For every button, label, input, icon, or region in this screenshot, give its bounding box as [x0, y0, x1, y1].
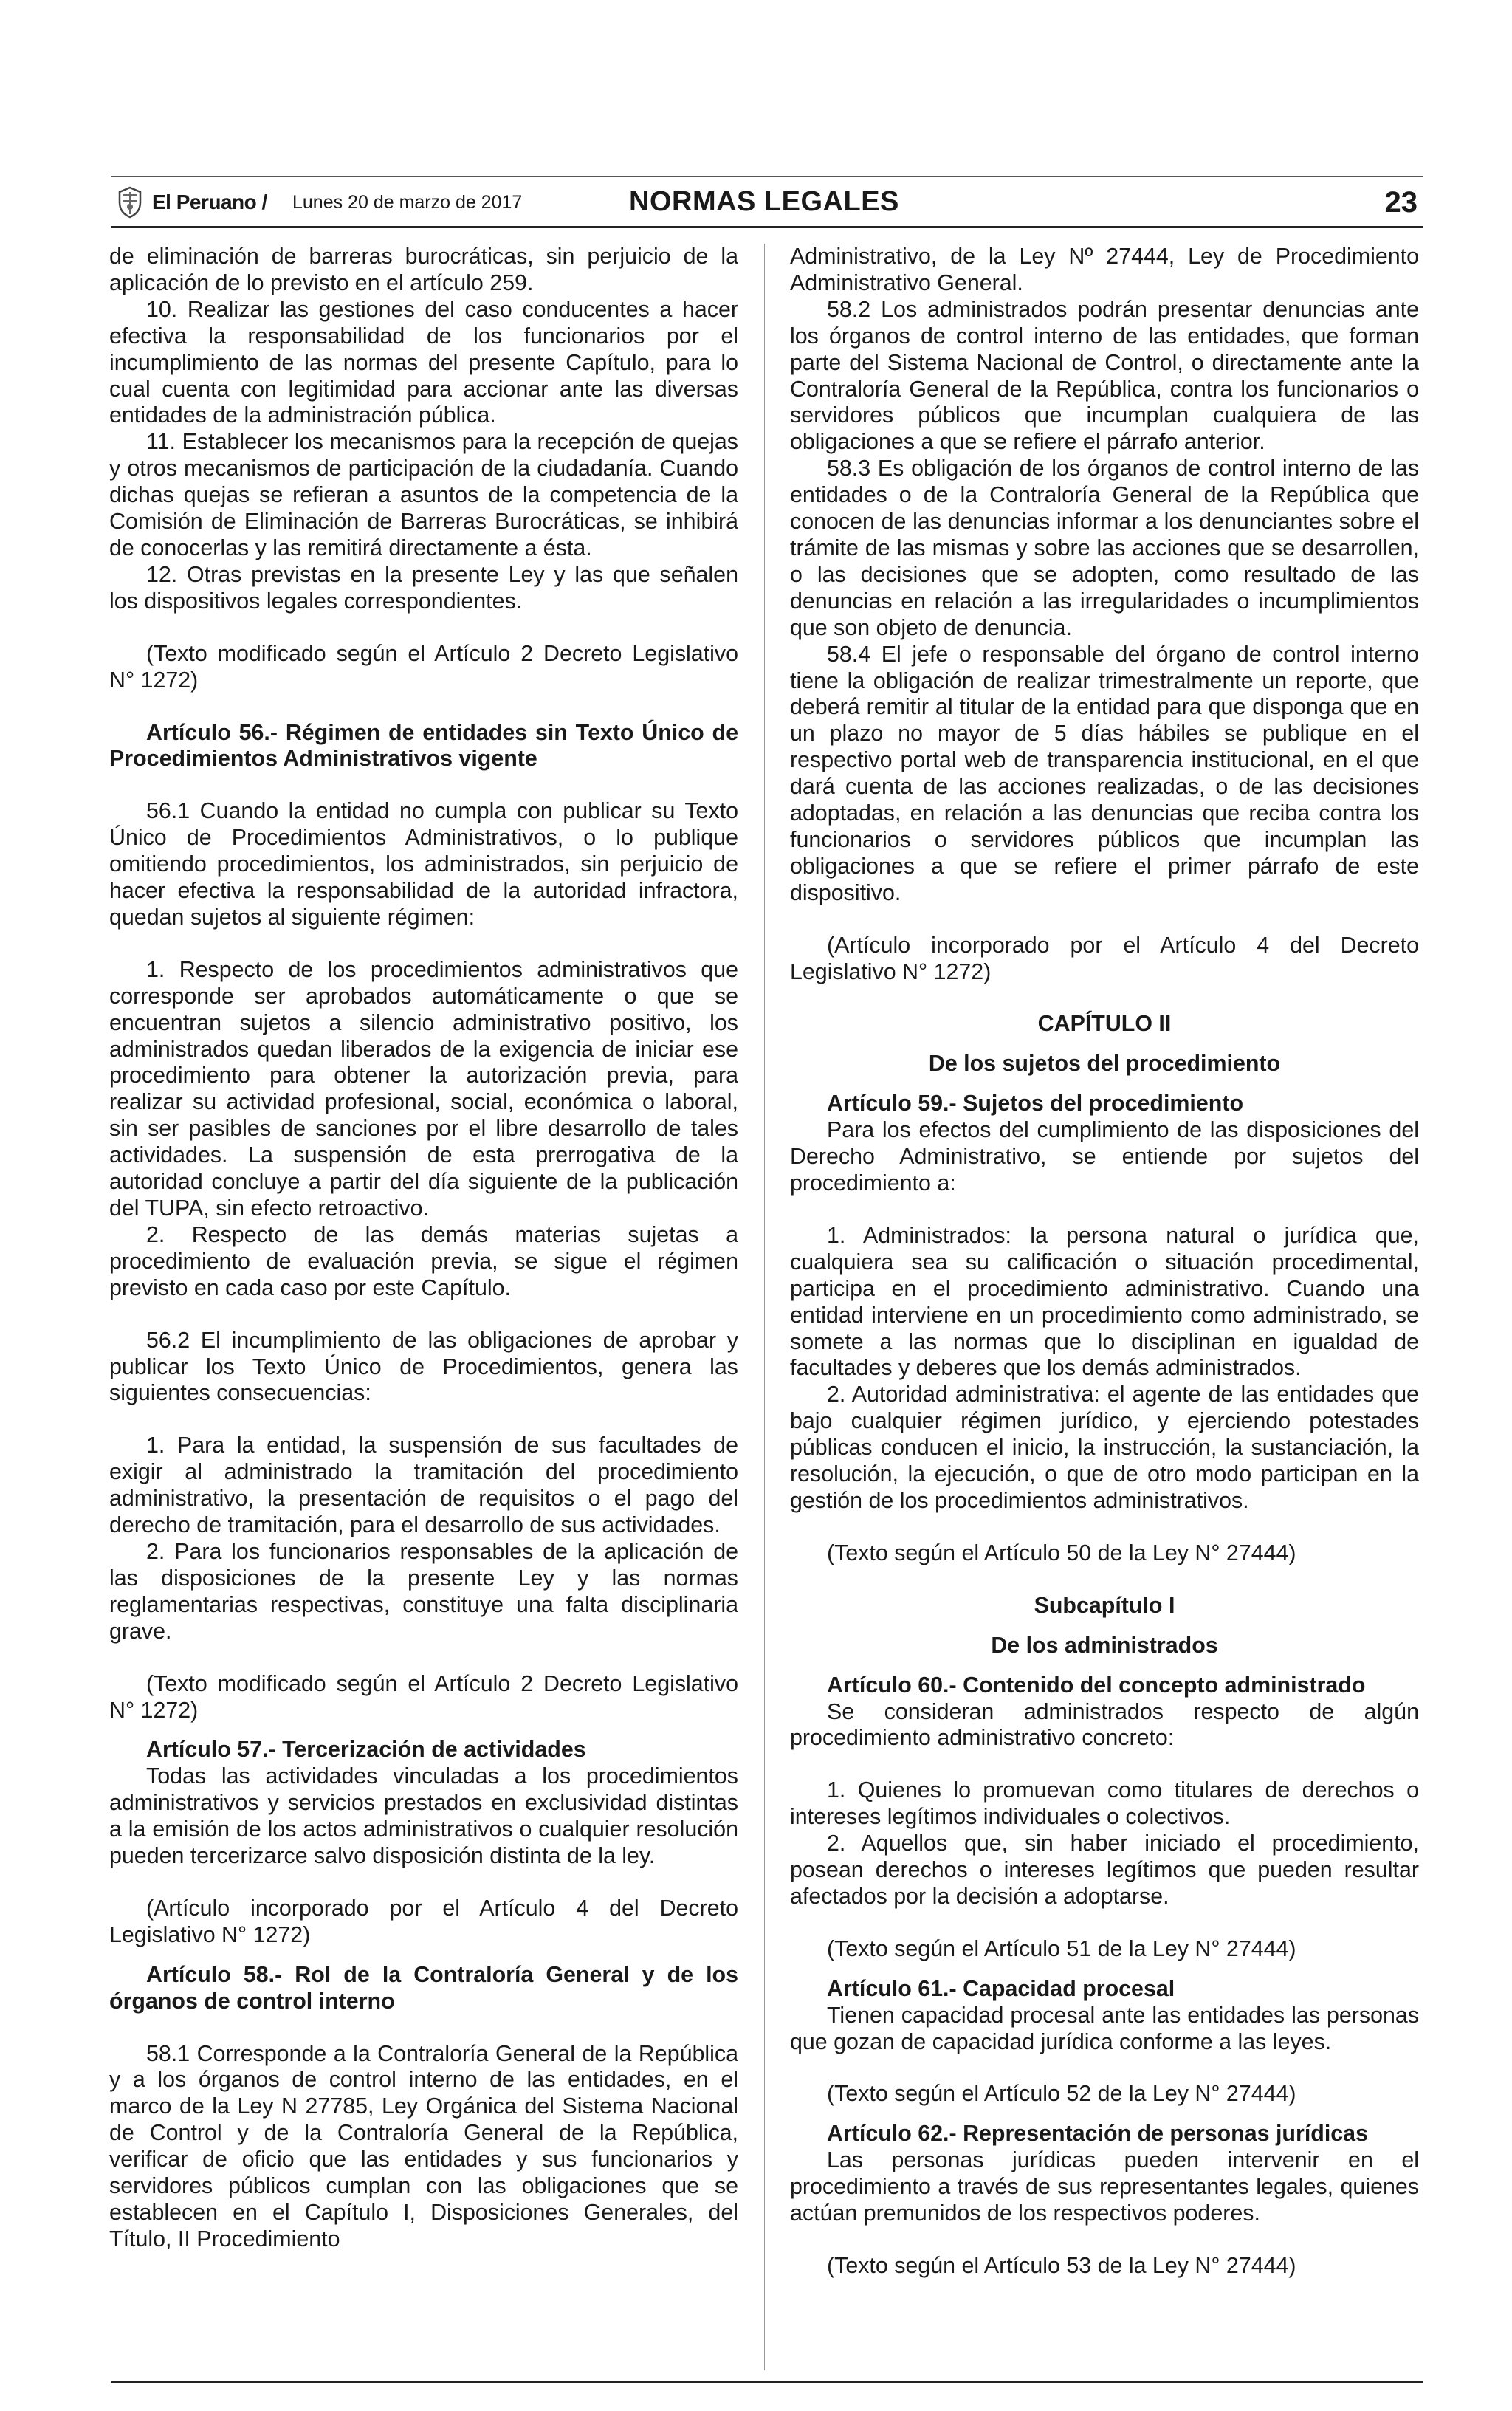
page-header	[111, 182, 1423, 223]
source-note: (Texto modificado según el Artículo 2 Decreto Legislativo N° 1272)	[109, 640, 738, 693]
chapter-heading: CAPÍTULO II	[1037, 1011, 1172, 1037]
paragraph: Administrativo, de la Ley Nº 27444, Ley de Procedimiento Administrativo General.	[790, 244, 1419, 295]
paragraph: Se consideran administrados respecto de algún procedimiento administrativo concreto:	[790, 1698, 1419, 1751]
paragraph: 2. Para los funcionarios responsables de la aplicación de las disposiciones de la presente Ley y las normas reglamentarias respectivas, constituye una falta disciplinaria grave.	[109, 1538, 738, 1644]
paragraph: Las personas jurídicas pueden intervenir en el procedimiento a través de sus representantes legales, quienes actúan premunidos de los respectivos poderes.	[790, 2147, 1419, 2226]
coat-of-arms-icon	[115, 186, 145, 219]
paragraph: 58.1 Corresponde a la Contraloría General de la República y a los órganos de control interno de las entidades, en el marco de la Ley N 27785, Ley Orgánica del Sistema Nacional de Control y de la Contraloría General de la República, verificar de oficio que las entidades y sus funcionarios y servidores públicos cumplan con las obligaciones que se establecen en el Capítulo I, Disposiciones Generales, del Título, II Procedimiento	[109, 2040, 738, 2251]
left-column	[109, 244, 738, 2253]
subchapter-title: De los administrados	[991, 1632, 1218, 1658]
chapter-title: De los sujetos del procedimiento	[928, 1051, 1281, 1077]
article-heading-57: Artículo 57.- Tercerización de actividades	[146, 1737, 586, 1763]
bottom-rule	[111, 2381, 1423, 2383]
paragraph: Para los efectos del cumplimiento de las disposiciones del Derecho Administrativo, se entiende por sujetos del procedimiento a:	[790, 1117, 1419, 1196]
header-rule	[111, 226, 1423, 228]
column-divider	[764, 244, 765, 2370]
top-rule	[111, 176, 1423, 177]
article-heading-56: Artículo 56.- Régimen de entidades sin Texto Único de Procedimientos Administrativos vigente	[109, 719, 738, 772]
page-number: 23	[1384, 186, 1418, 219]
paragraph: 1. Quienes lo promuevan como titulares de derechos o intereses legítimos individuales o colectivos.	[790, 1777, 1419, 1830]
article-heading-62: Artículo 62.- Representación de personas jurídicas	[827, 2121, 1368, 2147]
subchapter-heading: Subcapítulo I	[1034, 1592, 1175, 1618]
right-column	[790, 244, 1419, 2280]
article-heading-61: Artículo 61.- Capacidad procesal	[827, 1975, 1175, 2001]
source-note: (Artículo incorporado por el Artículo 4 del Decreto Legislativo N° 1272)	[790, 932, 1419, 984]
paragraph: 12. Otras previstas en la presente Ley y las que señalen los dispositivos legales correspondientes.	[109, 561, 738, 614]
paragraph: 1. Respecto de los procedimientos administrativos que corresponde ser aprobados automáticamente o que se encuentran sujetos a silencio administrativo positivo, los administrados quedan liberados de la exigencia de iniciar ese procedimiento para obtener la autorización previa, para realizar su actividad profesional, social, económica o laboral, sin ser pasibles de sanciones por el libre desarrollo de tales actividades. La suspensión de esta prerrogativa de la autoridad concluye a partir del día siguiente de la publicación del TUPA, sin efecto retroactivo.	[109, 956, 738, 1221]
paragraph: 2. Aquellos que, sin haber iniciado el procedimiento, posean derechos o intereses legítimos que pueden resultar afectados por la decisión a adoptarse.	[790, 1831, 1419, 1909]
paragraph: 2. Respecto de las demás materias sujetas a procedimiento de evaluación previa, se sigue el régimen previsto en cada caso por este Capítulo.	[109, 1221, 738, 1300]
paragraph: 58.4 El jefe o responsable del órgano de control interno tiene la obligación de realizar trimestralmente un reporte, que deberá remitir al titular de la entidad para que disponga que en un plazo no mayor de 5 días hábiles se publique en el respectivo portal web de transparencia institucional, en el que dará cuenta de las acciones realizadas, o de las decisiones adoptadas, en relación a las denuncias que reciba contra los funcionarios o servidores públicos que incumplan las obligaciones a que se refiere el primer párrafo de este dispositivo.	[790, 641, 1419, 905]
paragraph: 56.1 Cuando la entidad no cumpla con publicar su Texto Único de Procedimientos Administrativos, o lo publique omitiendo procedimientos, los administrados, sin perjuicio de hacer efectiva la responsabilidad de la autoridad infractora, quedan sujetos al siguiente régimen:	[109, 798, 738, 930]
source-note: (Texto según el Artículo 51 de la Ley N° 27444)	[827, 1935, 1296, 1961]
paragraph: Todas las actividades vinculadas a los procedimientos administrativos y servicios prestados en exclusividad distintas a la emisión de los actos administrativos o cualquier resolución pueden tercerizarce salvo disposición distinta de la ley.	[109, 1763, 738, 1869]
newspaper-name: El Peruano /	[152, 191, 267, 213]
paragraph: 11. Establecer los mecanismos para la recepción de quejas y otros mecanismos de participación de la ciudadanía. Cuando dichas quejas se refieran a asuntos de la competencia de la Comisión de Eliminación de Barreras Burocráticas, se inhibirá de conocerlas y las remitirá directamente a ésta.	[109, 429, 738, 560]
article-heading-60: Artículo 60.- Contenido del concepto administrado	[827, 1672, 1366, 1698]
article-heading-58: Artículo 58.- Rol de la Contraloría General y de los órganos de control interno	[109, 1961, 738, 2014]
paragraph: 56.2 El incumplimiento de las obligaciones de aprobar y publicar los Texto Único de Procedimientos, genera las siguientes consecuencias:	[109, 1327, 738, 1406]
paragraph: 2. Autoridad administrativa: el agente de las entidades que bajo cualquier régimen jurídico, y ejerciendo potestades públicas conducen el inicio, la instrucción, la sustanciación, la resolución, la ejecución, o que de otro modo participan en la gestión de los procedimientos administrativos.	[790, 1382, 1419, 1513]
section-title: NORMAS LEGALES	[629, 186, 899, 217]
paragraph: Tienen capacidad procesal ante las entidades las personas que gozan de capacidad jurídica conforme a las leyes.	[790, 2002, 1419, 2054]
paragraph: 58.2 Los administrados podrán presentar denuncias ante los órganos de control interno de las entidades, que forman parte del Sistema Nacional de Control, o directamente ante la Contraloría General de la República, contra los funcionarios o servidores públicos que incumplan cualquiera de las obligaciones a que se refiere el párrafo anterior.	[790, 296, 1419, 455]
source-note: (Texto modificado según el Artículo 2 Decreto Legislativo N° 1272)	[109, 1670, 738, 1723]
source-note: (Artículo incorporado por el Artículo 4 del Decreto Legislativo N° 1272)	[109, 1895, 738, 1947]
paragraph: de eliminación de barreras burocráticas, sin perjuicio de la aplicación de lo previsto en el artículo 259.	[109, 244, 738, 295]
paragraph: 1. Para la entidad, la suspensión de sus facultades de exigir al administrado la tramitación del procedimiento administrativo, la presentación de requisitos o el pago del derecho de tramitación, para el desarrollo de sus actividades.	[109, 1433, 738, 1538]
paragraph: 10. Realizar las gestiones del caso conducentes a hacer efectiva la responsabilidad de los funcionarios por el incumplimiento de las normas del presente Capítulo, para lo cual cuenta con legitimidad para accionar ante las diversas entidades de la administración pública.	[109, 296, 738, 428]
source-note: (Texto según el Artículo 50 de la Ley N° 27444)	[827, 1540, 1296, 1565]
issue-date: Lunes 20 de marzo de 2017	[292, 192, 523, 213]
source-note: (Texto según el Artículo 53 de la Ley N° 27444)	[827, 2253, 1296, 2278]
paragraph: 58.3 Es obligación de los órganos de control interno de las entidades o de la Contraloría General de la República que conocen de las denuncias informar a los denunciantes sobre el trámite de las mismas y sobre las acciones que se desarrollen, o las decisiones que se adopten, como resultado de las denuncias en relación a las irregularidades o incumplimientos que son objeto de denuncia.	[790, 456, 1419, 640]
source-note: (Texto según el Artículo 52 de la Ley N° 27444)	[827, 2081, 1296, 2107]
article-heading-59: Artículo 59.- Sujetos del procedimiento	[827, 1091, 1244, 1117]
paragraph: 1. Administrados: la persona natural o jurídica que, cualquiera sea su calificación o situación procedimental, participa en el procedimiento administrativo. Cuando una entidad interviene en un procedimiento como administrado, se somete a las normas que lo disciplinan en igualdad de facultades y deberes que los demás administrados.	[790, 1222, 1419, 1381]
